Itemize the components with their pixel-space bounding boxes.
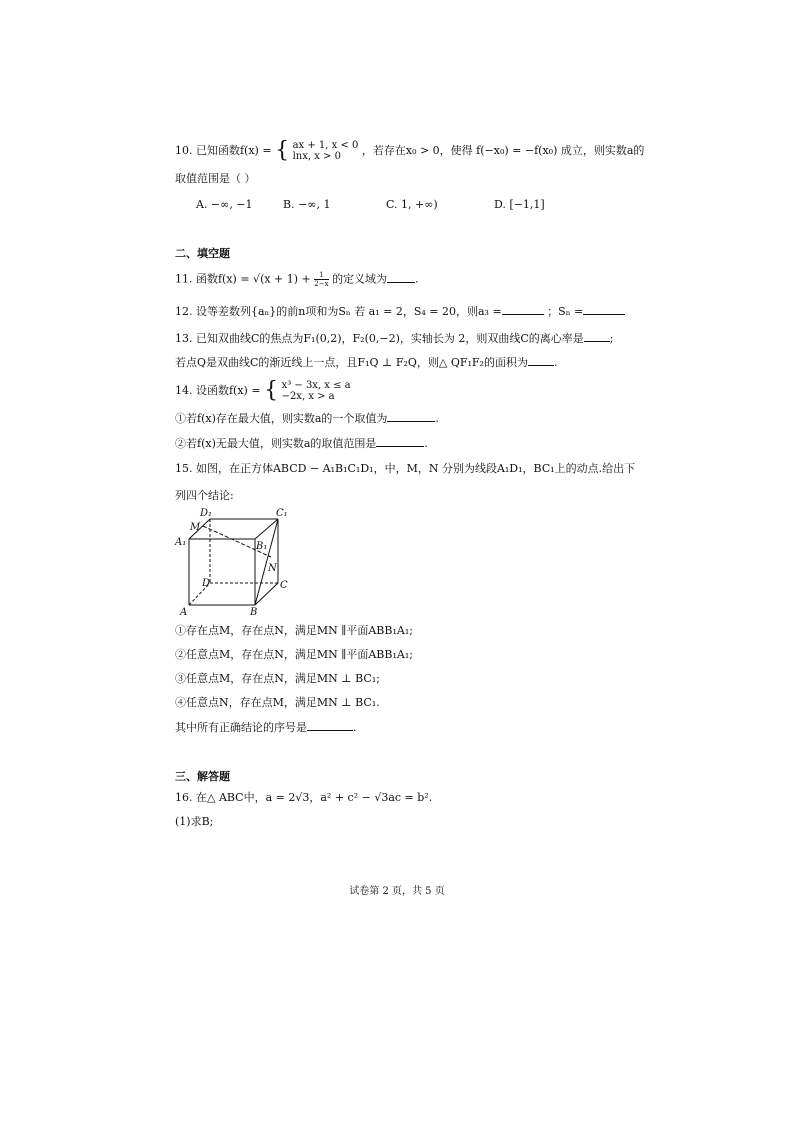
- q14-brace: {: [264, 378, 279, 403]
- q14-line: [175, 380, 351, 402]
- q10-piece2: lnx, x > 0: [292, 151, 341, 162]
- q16-line1: 16. 在△ ABC中，a = 2√3，a² + c² − √3ac = b².: [175, 791, 433, 804]
- q10-option-a: A. −∞, −1: [196, 198, 253, 211]
- q10-pre: 10. 已知函数f(x) =: [175, 144, 272, 157]
- q13-area-blank[interactable]: [528, 355, 554, 366]
- q14-pre: 14. 设函数f(x) =: [175, 384, 261, 397]
- q14-sub1-text: ①若f(x)存在最大值，则实数a的一个取值为: [175, 412, 388, 425]
- page-footer: 试卷第 2 页，共 5 页: [349, 886, 445, 897]
- q10-line1: [175, 140, 644, 162]
- q12-mid: ；Sₙ =: [547, 305, 584, 318]
- q11-fraction: [314, 271, 328, 288]
- q10-brace: {: [275, 138, 290, 163]
- cube-label-m: M: [190, 522, 201, 533]
- q14-sub2-text: ②若f(x)无最大值，则实数a的取值范围是: [175, 437, 377, 450]
- q12-line: [175, 304, 625, 319]
- q11-pre: 11. 函数f(x) = √(x + 1) +: [175, 272, 311, 286]
- q10-option-c: C. 1, +∞): [386, 198, 438, 211]
- q11-numerator: 1: [314, 271, 328, 280]
- q13-eccentricity-blank[interactable]: [584, 331, 610, 342]
- cube-label-d1: D₁: [200, 508, 213, 519]
- q12-pre: 12. 设等差数列{aₙ}的前n项和为Sₙ 若 a₁ = 2，S₄ = 20，则a₃ =: [175, 305, 502, 318]
- q10-piecewise: [293, 140, 359, 162]
- q14-sub1-blank[interactable]: [387, 411, 435, 422]
- cube-label-d: D: [202, 578, 211, 589]
- cube-label-a: A: [180, 607, 188, 618]
- q15-line2: 列四个结论:: [175, 489, 234, 502]
- cube-label-b1: B₁: [256, 541, 268, 552]
- q10-line2: 取值范围是（ ）: [175, 172, 256, 185]
- q15-answer-text: 其中所有正确结论的序号是: [175, 721, 307, 734]
- cube-label-a1: A₁: [175, 537, 187, 548]
- q10-post: ，若存在x₀ > 0，使得 f(−x₀) = −f(x₀) 成立，则实数a的: [361, 144, 645, 157]
- q15-conclusion-1: ①存在点M，存在点N，满足MN ∥平面ABB₁A₁;: [175, 624, 413, 637]
- q13-text2: 若点Q是双曲线C的渐近线上一点，且F₁Q ⊥ F₂Q，则△ QF₁F₂的面积为: [175, 356, 528, 369]
- q15-conclusion-2: ②任意点M，存在点N，满足MN ∥平面ABB₁A₁;: [175, 648, 413, 661]
- q14-piece1: x³ − 3x, x ≤ a: [281, 380, 351, 391]
- section-solutions-heading: 三、解答题: [175, 770, 230, 783]
- q10-option-b: B. −∞, 1: [283, 198, 331, 211]
- q16-sub1: (1)求B;: [175, 815, 214, 828]
- cube-label-c1: C₁: [276, 508, 288, 519]
- q13-line2: 若点Q是双曲线C的渐近线上一点，且F₁Q ⊥ F₂Q，则△ QF₁F₂的面积为 .: [175, 356, 558, 369]
- q11-post: 的定义域为: [332, 272, 388, 286]
- section-fill-in-heading: 二、填空题: [175, 247, 230, 260]
- q14-sub2-blank[interactable]: [376, 436, 424, 447]
- q11-denominator: 2−x: [314, 280, 329, 288]
- q15-answer-line: 其中所有正确结论的序号是 .: [175, 721, 357, 734]
- cube-label-b: B: [250, 607, 258, 618]
- q15-line1: 15. 如图，在正方体ABCD − A₁B₁C₁D₁，中，M，N 分别为线段A₁D₁，BC₁上的动点.给出下: [175, 462, 636, 475]
- q15-conclusion-4: ④任意点N，存在点M，满足MN ⊥ BC₁.: [175, 696, 380, 709]
- q14-sub2: ②若f(x)无最大值，则实数a的取值范围是 .: [175, 437, 428, 450]
- q15-answer-blank[interactable]: [307, 720, 353, 731]
- q14-piecewise: [282, 380, 351, 402]
- q14-piece2: −2x, x > a: [281, 391, 335, 402]
- q12-a3-blank[interactable]: [502, 304, 544, 315]
- cube-figure: [170, 505, 300, 620]
- q11-answer-blank[interactable]: [387, 272, 415, 283]
- q13-text1: 13. 已知双曲线C的焦点为F₁(0,2)，F₂(0,−2)，实轴长为 2，则双曲线C的离心率是: [175, 332, 584, 345]
- cube-label-c: C: [280, 580, 288, 591]
- q14-sub1: ①若f(x)存在最大值，则实数a的一个取值为 .: [175, 412, 439, 425]
- q10-piece1: ax + 1, x < 0: [292, 140, 359, 151]
- q15-conclusion-3: ③任意点M，存在点N，满足MN ⊥ BC₁;: [175, 672, 380, 685]
- q10-option-d: D. [−1,1]: [494, 198, 545, 211]
- q11-line: 11. 函数f(x) = √(x + 1) + $\frac{1}{2-x}$ 的定义域为 .: [175, 271, 419, 288]
- q13-line1: 13. 已知双曲线C的焦点为F₁(0,2)，F₂(0,−2)，实轴长为 2，则双曲线C的离心率是 ;: [175, 332, 614, 345]
- q12-sn-blank[interactable]: [583, 304, 625, 315]
- cube-label-n: N: [268, 563, 277, 574]
